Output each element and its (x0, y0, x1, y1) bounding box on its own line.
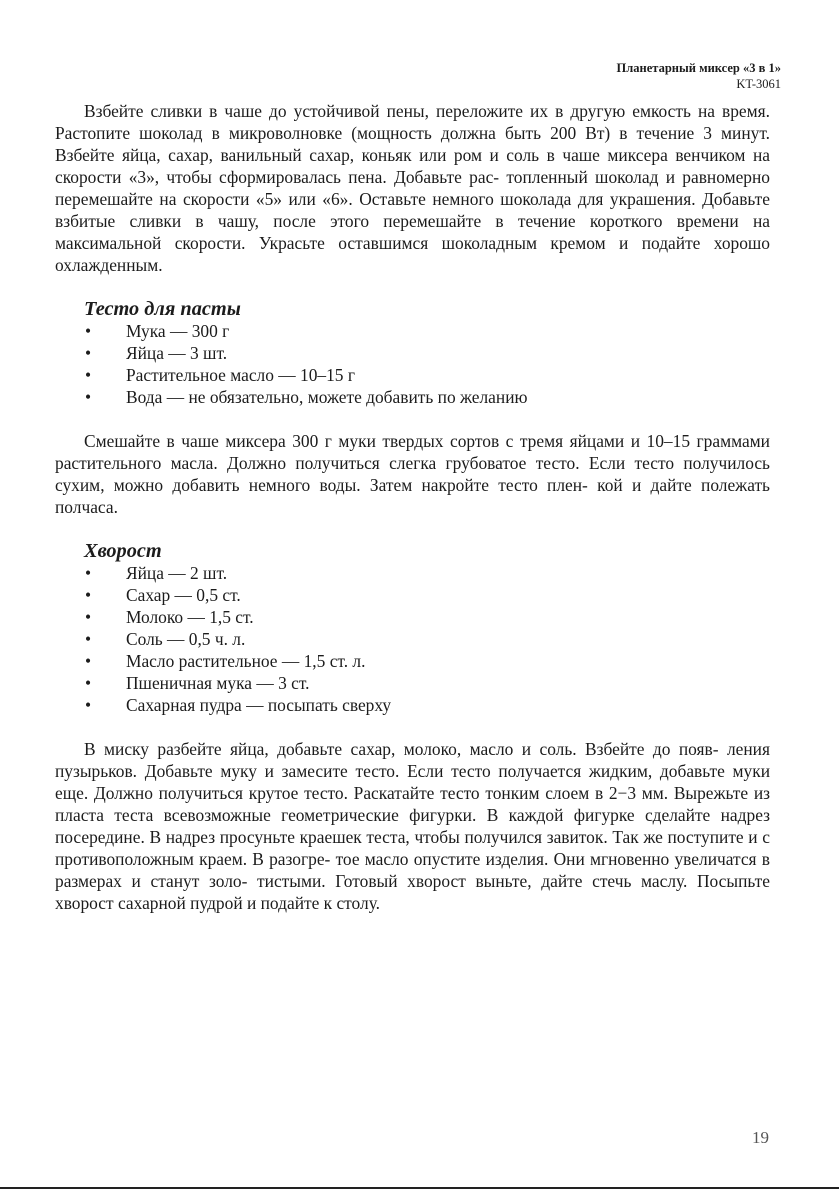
text-line: чаше миксера венчиком на скорости «3», чтобы сформировалась пена. Добавьте рас- (55, 145, 770, 187)
khvorost-paragraph (55, 738, 770, 914)
list-item (55, 584, 770, 606)
ingredient: Вода — не обязательно, можете добавить по желанию (126, 387, 528, 407)
list-item (55, 562, 770, 584)
text-line: течение 3 минут. Взбейте яйца, сахар, ванильный сахар, коньяк или ром и соль в (55, 123, 770, 165)
text-line: тое масло опустите изделия. Они мгновенно увеличатся в размерах и станут золо- (55, 849, 770, 891)
bullet: • (85, 343, 92, 363)
ingredient: Соль — 0,5 ч. л. (126, 629, 246, 649)
text-line: тесто получилось сухим, можно добавить немного воды. Затем накройте тесто плен- (55, 453, 770, 495)
text-line: добавьте муки еще. Должно получиться крутое тесто. Раскатайте тесто тонким (55, 761, 770, 803)
ingredient: Пшеничная мука — 3 ст. (126, 673, 310, 693)
pasta-paragraph (55, 430, 770, 518)
text-line: на время. Растопите шоколад в микроволновке (мощность должна быть 200 Вт) в (55, 101, 770, 143)
page-number: 19 (752, 1128, 769, 1147)
khvorost-ingredient-list (55, 562, 770, 716)
text-line: пудрой и подайте к столу. (190, 893, 380, 913)
khvorost-heading: Хворост (84, 540, 162, 562)
ingredient: Сахарная пудра — посыпать сверху (126, 695, 392, 715)
list-item (55, 694, 770, 716)
text-line: ления пузырьков. Добавьте муку и замесите тесто. Если тесто получается жидким, (55, 739, 770, 781)
bullet: • (85, 695, 92, 715)
page-header (617, 60, 781, 92)
list-item (55, 672, 770, 694)
text-line: граммами растительного масла. Должно получиться слегка грубоватое тесто. Если (55, 431, 770, 473)
list-item (55, 650, 770, 672)
header-model: KT-3061 (736, 77, 781, 91)
bullet: • (85, 563, 92, 583)
pasta-ingredient-list (55, 320, 770, 408)
list-item (55, 386, 770, 408)
bullet: • (85, 321, 92, 341)
text-line: топленный шоколад и равномерно перемешайте на скорости «5» или «6». Оставьте (55, 167, 771, 209)
text-line: тистыми. Готовый хворост выньте, дайте стечь маслу. Посыпьте хворост сахарной (55, 871, 770, 913)
bullet: • (85, 651, 92, 671)
bullet: • (85, 629, 92, 649)
list-item (55, 364, 770, 386)
ingredient: Растительное масло — 10–15 г (126, 365, 355, 385)
ingredient: Яйца — 3 шт. (126, 343, 228, 363)
list-item (55, 628, 770, 650)
list-item (55, 606, 770, 628)
text-line: кой и дайте полежать полчаса. (55, 475, 770, 517)
text-line: Взбейте сливки в чаше до устойчивой пены, переложите их в другую емкость (84, 101, 691, 121)
pasta-heading: Тесто для пасты (84, 298, 241, 320)
text-line: Смешайте в чаше миксера 300 г муки твердых сортов с тремя яйцами и 10–15 (84, 431, 691, 451)
text-line: В миску разбейте яйца, добавьте сахар, молоко, масло и соль. Взбейте до появ- (84, 739, 719, 759)
bullet: • (85, 365, 92, 385)
bullet: • (85, 585, 92, 605)
text-line: слоем в 2−3 мм. Вырежьте из пласта теста всевозможные геометрические фигурки. (55, 783, 771, 825)
text-line: оставшимся шоколадным кремом и подайте хорошо охлажденным. (55, 233, 770, 275)
text-line: чтобы получился завиток. Так же поступите и с противоположным краем. В разогре- (55, 827, 770, 869)
bullet: • (85, 673, 92, 693)
ingredient: Мука — 300 г (126, 321, 230, 341)
ingredient: Молоко — 1,5 ст. (126, 607, 254, 627)
header-title: Планетарный миксер «3 в 1» (616, 61, 781, 75)
bottom-rule (0, 1187, 839, 1189)
bullet: • (85, 387, 92, 407)
list-item (55, 342, 770, 364)
list-item (55, 320, 770, 342)
page-content (55, 100, 770, 914)
text-line: немного шоколада для украшения. Добавьте взбитые сливки в чашу, после этого (55, 189, 770, 231)
ingredient: Сахар — 0,5 ст. (126, 585, 241, 605)
bullet: • (85, 607, 92, 627)
text-line: В каждой фигурке сделайте надрез посередине. В надрез просуньте краешек теста, (55, 805, 770, 847)
text-line: перемешайте в течение короткого времени на максимальной скорости. Украсьте (55, 211, 770, 253)
ingredient: Масло растительное — 1,5 ст. л. (126, 651, 366, 671)
ingredient: Яйца — 2 шт. (126, 563, 228, 583)
dessert-paragraph (55, 100, 770, 276)
